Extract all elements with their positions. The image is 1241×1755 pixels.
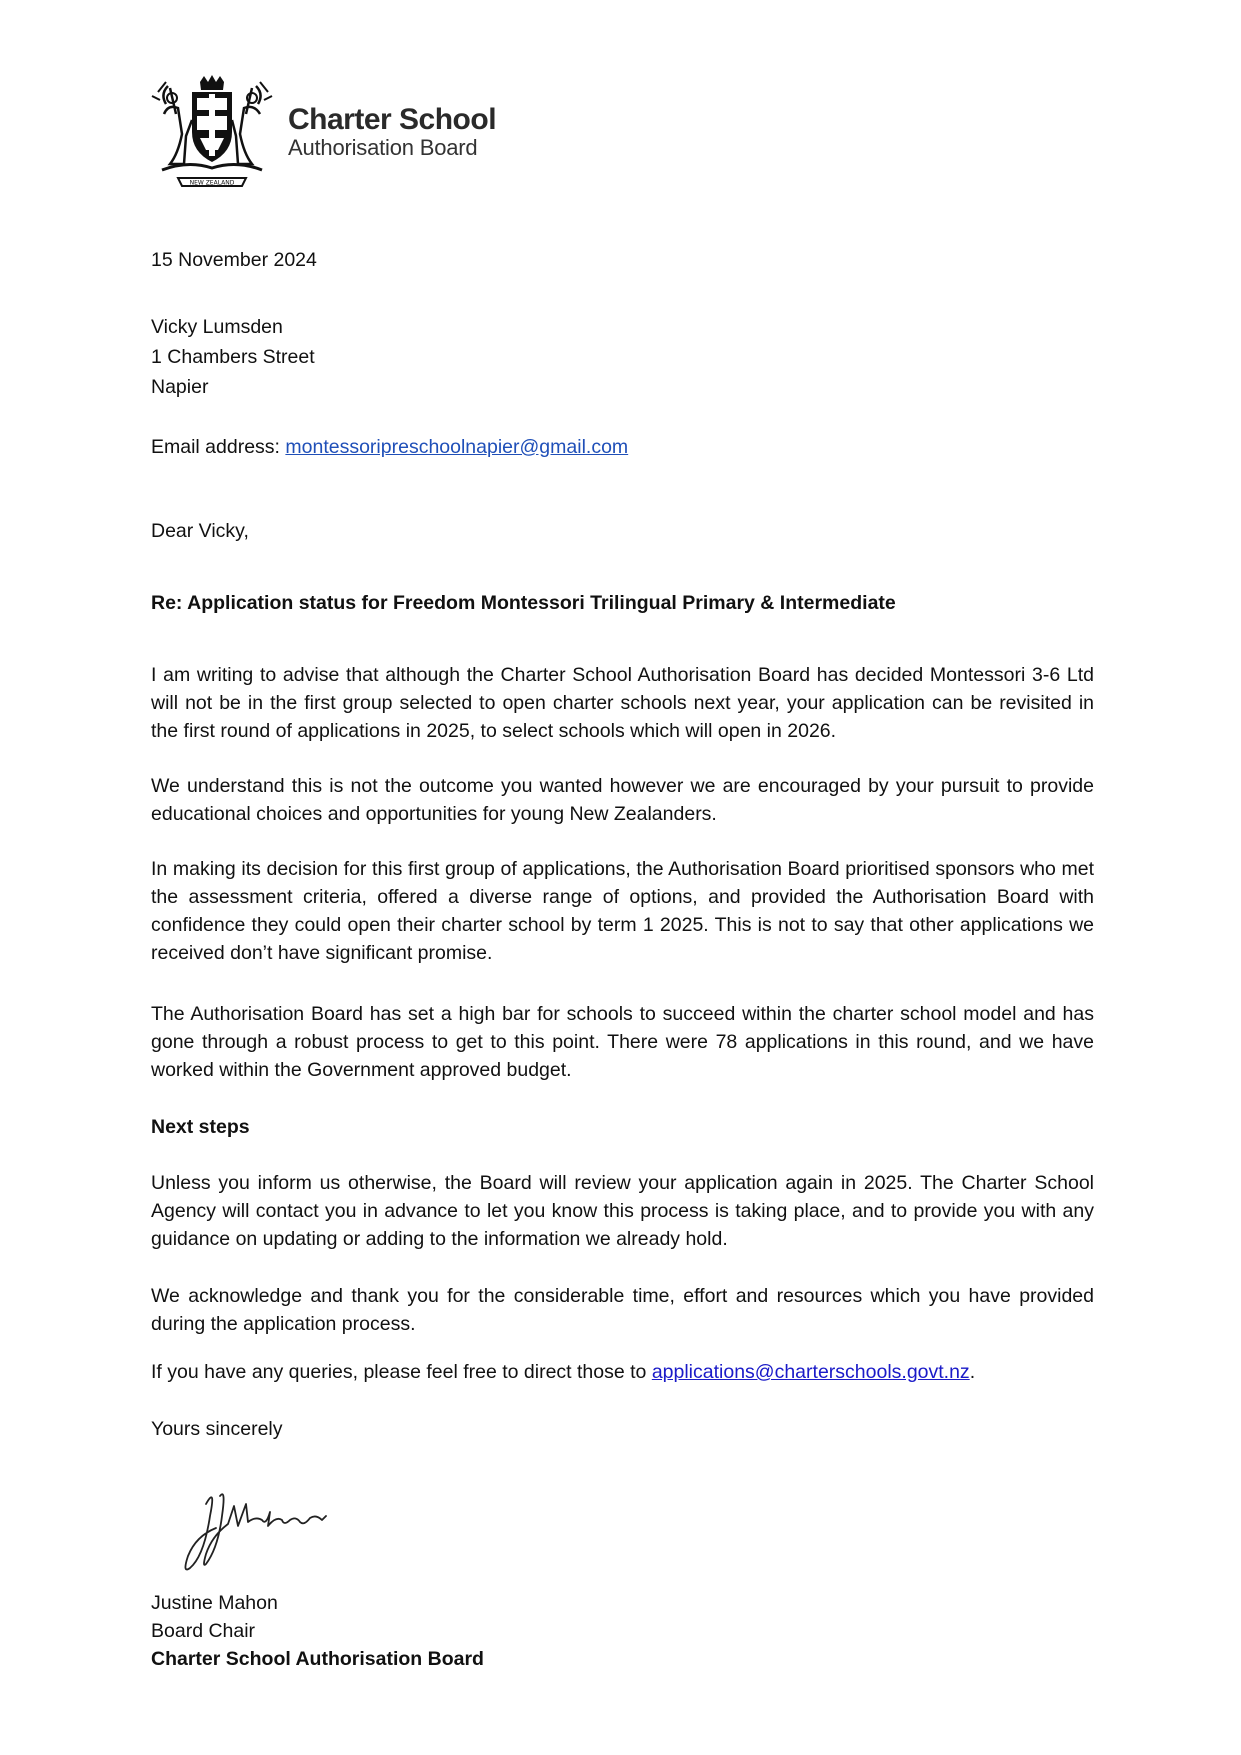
recipient-email-link[interactable]: montessoripreschoolnapier@gmail.com — [285, 436, 629, 458]
applications-email-link[interactable]: applications@charterschools.govt.nz — [651, 1361, 970, 1383]
svg-text:NEW ZEALAND: NEW ZEALAND — [189, 179, 235, 187]
salutation: Dear Vicky, — [151, 520, 249, 542]
recipient-city: Napier — [151, 376, 209, 398]
paragraph-3: In making its decision for this first group of applications, the Authorisation Board prioritised sponsors who met the assessment criteria, offered a diverse range of options, and provided the Authorisation Board with confidence they could open their charter school by term 1 2025. This is not to say that other applications we received don’t have significant promise. — [151, 858, 1094, 964]
org-name-line1: Charter School — [288, 103, 497, 136]
paragraph-4: The Authorisation Board has set a high bar for schools to succeed within the charter school model and has gone through a robust process to get to this point. There were 78 applications in this round, and we have worked within the Government approved budget. — [151, 1003, 1094, 1081]
queries-period: . — [969, 1361, 976, 1383]
letterhead-text — [288, 104, 496, 160]
recipient-name: Vicky Lumsden — [151, 316, 283, 338]
closing: Yours sincerely — [151, 1418, 283, 1440]
recipient-street: 1 Chambers Street — [151, 346, 315, 368]
letter-date: 15 November 2024 — [151, 249, 317, 271]
org-name-line2: Authorisation Board — [288, 135, 478, 160]
paragraph-2: We understand this is not the outcome you wanted however we are encouraged by your pursuit to provide educational choices and opportunities for young New Zealanders. — [151, 775, 1094, 825]
recipient-email-line — [151, 433, 628, 461]
handwritten-signature — [176, 1476, 336, 1576]
letterhead-logo — [148, 74, 508, 190]
next-steps-heading: Next steps — [151, 1116, 250, 1138]
subject-line: Re: Application status for Freedom Montessori Trilingual Primary & Intermediate — [151, 592, 896, 614]
queries-text: If you have any queries, please feel free to direct those to — [151, 1361, 652, 1383]
paragraph-6: We acknowledge and thank you for the considerable time, effort and resources which you have provided during the application process. — [151, 1285, 1094, 1335]
signatory-organisation: Charter School Authorisation Board — [151, 1648, 484, 1670]
signatory-name: Justine Mahon — [151, 1592, 278, 1614]
paragraph-5: Unless you inform us otherwise, the Board will review your application again in 2025. The Charter School Agency will contact you in advance to let you know this process is taking place, and to provide you with any guidance on updating or adding to the information we already hold. — [151, 1172, 1094, 1250]
paragraph-1: I am writing to advise that although the Charter School Authorisation Board has decided Montessori 3-6 Ltd will not be in the first group selected to open charter schools next year, your application can be revisited in the first round of applications in 2025, to select schools which will open in 2026. — [151, 664, 1094, 742]
signatory-title: Board Chair — [151, 1620, 256, 1642]
paragraph-7 — [151, 1358, 975, 1386]
email-label: Email address: — [151, 436, 286, 458]
coat-of-arms-icon — [148, 74, 276, 190]
